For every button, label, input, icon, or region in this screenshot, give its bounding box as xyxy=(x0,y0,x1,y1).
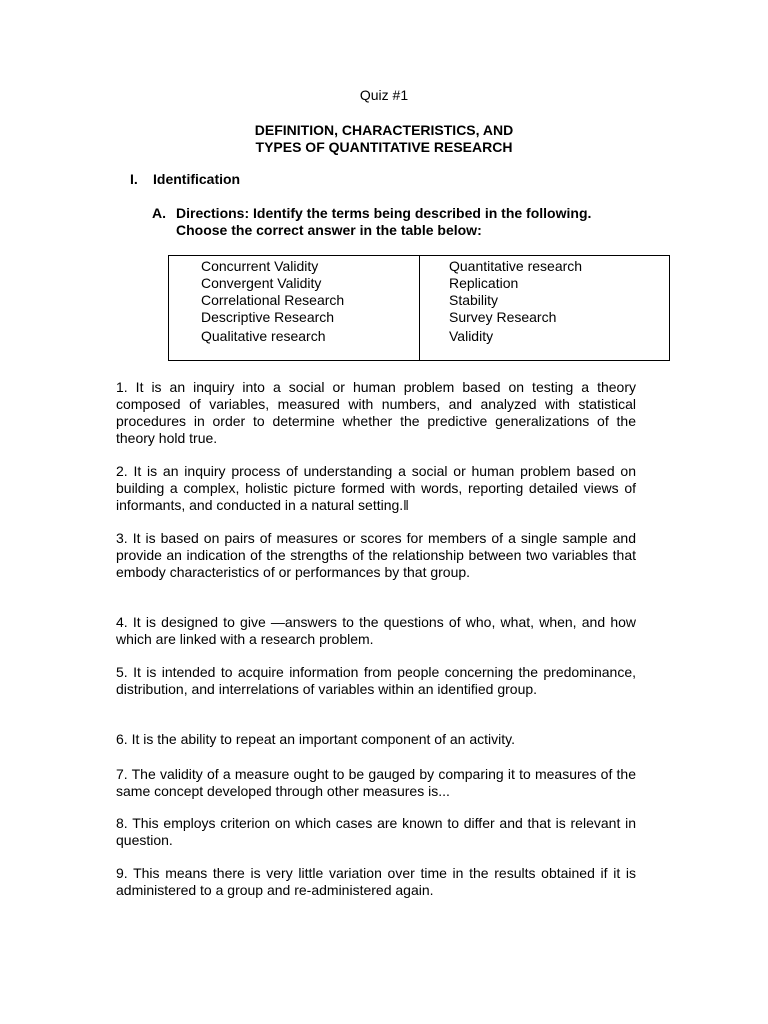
choice-item: Survey Research xyxy=(449,309,557,325)
question-3: 3. It is based on pairs of measures or scores for members of a single sample and provide an indication of the strengths of the relationship between two variables that embody characteristics of or performances by that group. xyxy=(116,530,636,580)
answer-choices-table xyxy=(168,255,670,361)
question-1: 1. It is an inquiry into a social or human problem based on testing a theory composed of variables, measured with numbers, and analyzed with statistical procedures in order to determine whether the predictive generalizations of the theory hold true. xyxy=(116,379,636,446)
choice-item: Stability xyxy=(449,292,499,308)
heading-line-1: DEFINITION, CHARACTERISTICS, AND xyxy=(254,122,514,138)
choice-item: Descriptive Research xyxy=(201,309,335,325)
directions xyxy=(152,205,622,239)
choices-left-column xyxy=(201,258,344,345)
choice-item: Qualitative research xyxy=(201,328,326,344)
quiz-title: Quiz #1 xyxy=(359,87,409,103)
question-6: 6. It is the ability to repeat an important component of an activity. xyxy=(116,731,515,747)
section-heading xyxy=(130,171,240,187)
choice-item: Replication xyxy=(449,275,519,291)
question-4: 4. It is designed to give ―answers to the questions of who, what, when, and how which are linked with a research problem. xyxy=(116,614,636,647)
question-9: 9. This means there is very little variation over time in the results obtained if it is administered to a group and re-administered again. xyxy=(116,865,636,898)
question-7: 7. The validity of a measure ought to be gauged by comparing it to measures of the same concept developed through other measures is... xyxy=(116,766,636,799)
page-heading xyxy=(0,122,768,156)
choices-right-column xyxy=(449,258,582,345)
choice-item: Convergent Validity xyxy=(201,275,322,291)
heading-line-2: TYPES OF QUANTITATIVE RESEARCH xyxy=(255,139,513,155)
directions-text: Directions: Identify the terms being described in the following. Choose the correct answer in the table below: xyxy=(176,205,592,238)
choice-item: Validity xyxy=(449,328,494,344)
section-title: Identification xyxy=(153,171,241,187)
table-divider xyxy=(419,256,420,360)
directions-letter: A. xyxy=(152,205,166,221)
question-5: 5. It is intended to acquire information from people concerning the predominance, distribution, and interrelations of variables within an identified group. xyxy=(116,664,636,697)
choice-item: Quantitative research xyxy=(449,258,583,274)
question-2: 2. It is an inquiry process of understanding a social or human problem based on building a complex, holistic picture formed with words, reporting detailed views of informants, and conducted in a natural setting.‖ xyxy=(116,463,636,513)
question-8: 8. This employs criterion on which cases are known to differ and that is relevant in question. xyxy=(116,815,636,848)
choice-item: Concurrent Validity xyxy=(201,258,319,274)
choice-item: Correlational Research xyxy=(201,292,345,308)
section-number: I. xyxy=(130,171,138,187)
